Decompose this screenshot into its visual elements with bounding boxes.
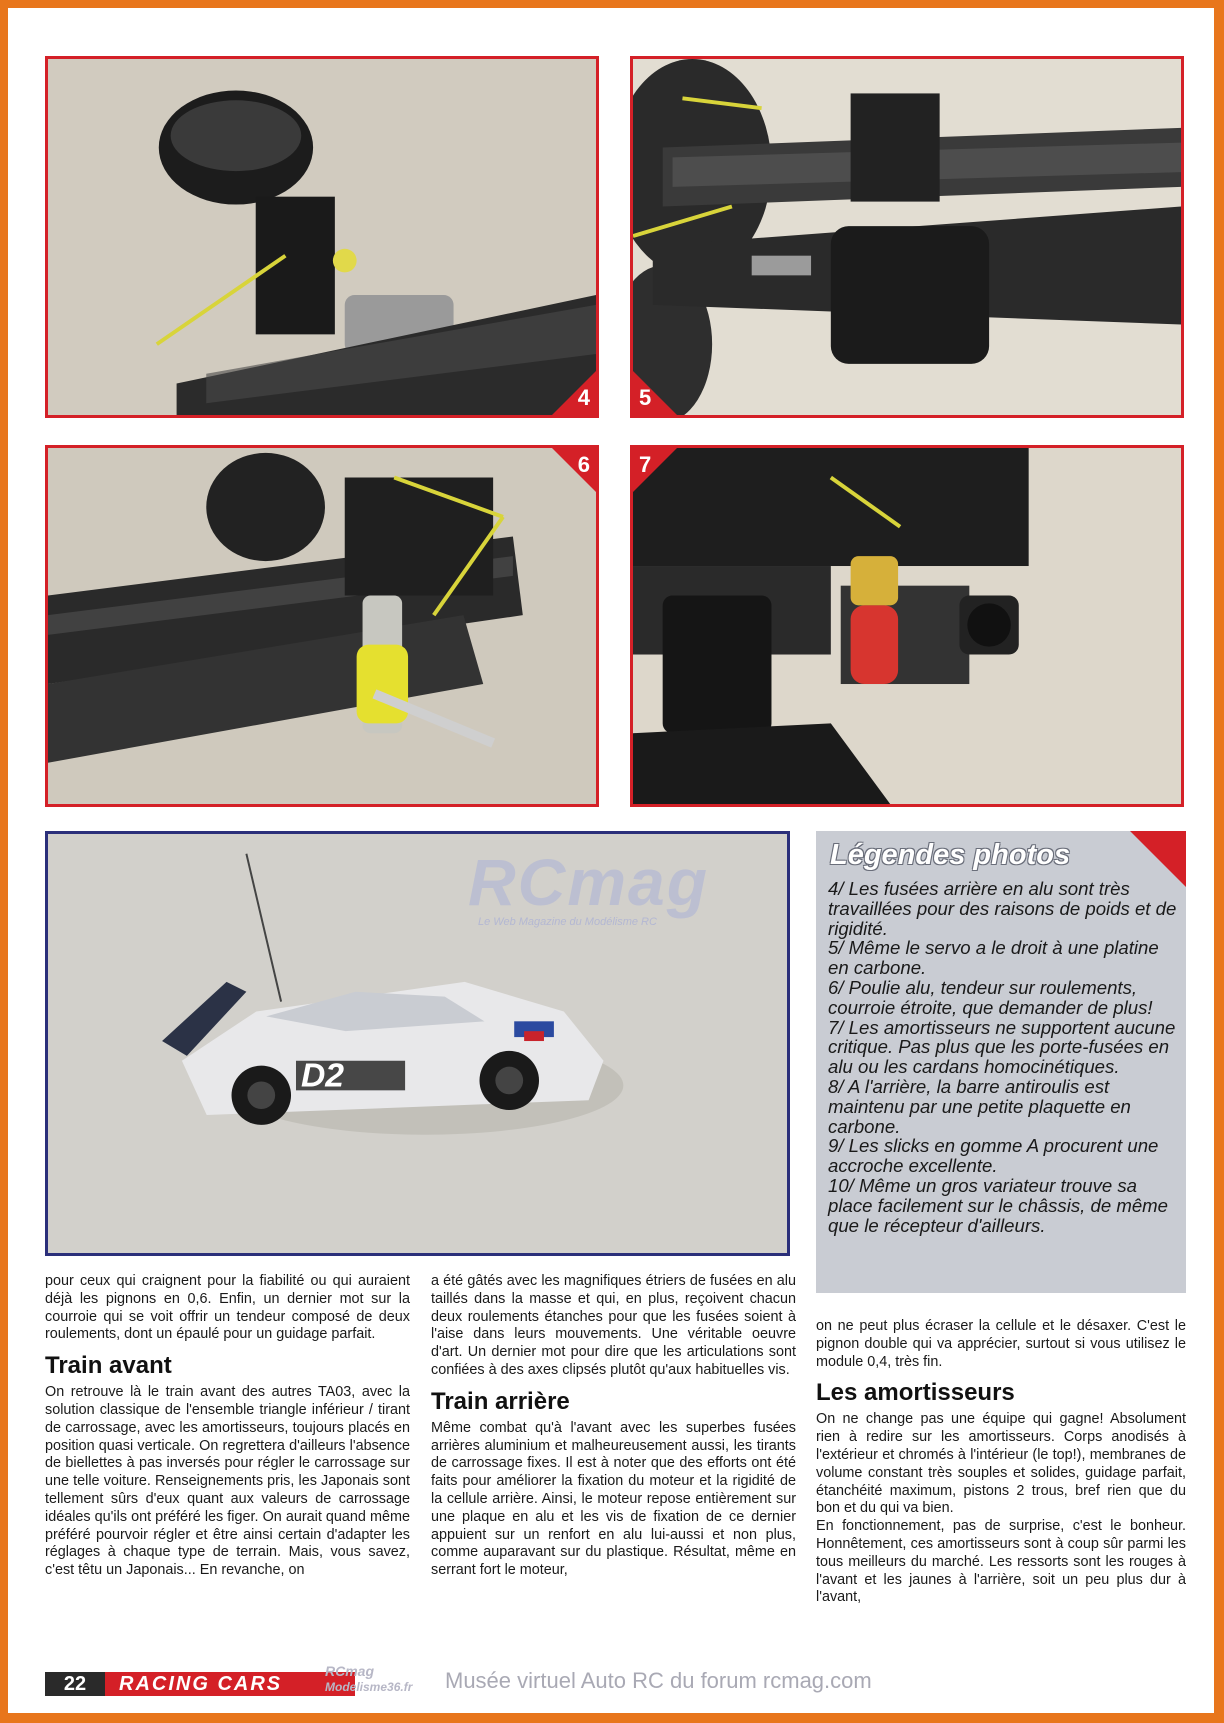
photo-5-image bbox=[633, 59, 1181, 415]
photo-7-number: 7 bbox=[639, 452, 652, 477]
photo-6-image bbox=[48, 448, 596, 804]
photo-6 bbox=[45, 445, 599, 807]
column-2-intro: a été gâtés avec les magnifiques étriers de fusées en alu taillés dans la masse et qui, en plus, reçoivent chacun deux roulements étanches pour que les fusées soient à l'aise dans leurs mouvements. Une véritable oeuvre d'art. Un dernier mot pour dire que les articulations sont confiées à des axes clipsés plutôt qu'aux habituelles vis. bbox=[431, 1273, 796, 1378]
rcmag-logo-text: RCmag bbox=[325, 1663, 375, 1679]
museum-credit: Musée virtuel Auto RC du forum rcmag.com bbox=[445, 1668, 872, 1693]
article-column-1 bbox=[45, 1273, 410, 1580]
column-1-intro: pour ceux qui craignent pour la fiabilité ou qui auraient déjà les pignons en 0,6. Enfin, un dernier mot sur la courroie qui se voit offrir un tendeur composé de deux roulements, dont un épaulé pour un guidage parfait. bbox=[45, 1273, 410, 1343]
photo-5 bbox=[630, 56, 1184, 418]
legend-item: 6/ Poulie alu, tendeur sur roulements, courroie étroite, que demander de plus! bbox=[828, 976, 1153, 1018]
page-number: 22 bbox=[45, 1672, 105, 1696]
heading-train-avant: Train avant bbox=[45, 1352, 172, 1380]
photo-legends-box bbox=[816, 831, 1186, 1293]
legend-item: 9/ Les slicks en gomme A procurent une accroche excellente. bbox=[828, 1135, 1159, 1177]
legend-item: 8/ A l'arrière, la barre antiroulis est maintenu par une petite plaquette en carbone. bbox=[828, 1075, 1131, 1137]
column-2-body: Même combat qu'à l'avant avec les superbes fusées arrières aluminium et malheureusement aussi, les tirants de carrossage fixes. Il est à noter que des efforts ont été faits pour améliorer la fixation du moteur et la rigidité de la cellule arrière. Ainsi, le moteur repose entièrement sur une plaque en alu et les vis de fixation de ce dernier appuient sur un renfort en alu lui-aussi et non plus, comme auparavant sur du plastique. Résultat, même en serrant fort le moteur, bbox=[431, 1419, 796, 1579]
rcmag-watermark-subtitle: Le Web Magazine du Modélisme RC bbox=[478, 916, 657, 928]
legend-item: 10/ Même un gros variateur trouve sa place facilement sur le châssis, de même que le récepteur d'ailleurs. bbox=[828, 1174, 1168, 1236]
article-column-3 bbox=[816, 1318, 1186, 1607]
heading-train-arriere: Train arrière bbox=[431, 1387, 570, 1415]
column-3-body-1: On ne change pas une équipe qui gagne! Absolument rien à redire sur les amortisseurs. Corps anodisés à l'extérieur et chromés à l'intérieur (le top!), membranes de volume constant très souples et solides, guidage parfait, étanchéité maximum, pistons 2 trous, bref rien que du bon et du qui va bien. bbox=[816, 1411, 1186, 1517]
modelisme-logo-text: Modelisme36.fr bbox=[325, 1680, 413, 1694]
photo-5-number: 5 bbox=[639, 385, 652, 410]
magazine-page bbox=[8, 8, 1214, 1713]
rcmag-watermark: RCmag bbox=[468, 845, 710, 919]
photo-7 bbox=[630, 445, 1184, 807]
photo-6-number: 6 bbox=[577, 452, 590, 477]
article-column-2 bbox=[431, 1273, 796, 1580]
photo-4 bbox=[45, 56, 599, 418]
main-car-photo bbox=[45, 831, 790, 1256]
column-3-intro: on ne peut plus écraser la cellule et le désaxer. C'est le pignon double qui va apprécier, surtout si vous utilisez le module 0,4, très fin. bbox=[816, 1318, 1186, 1370]
heading-amortisseurs: Les amortisseurs bbox=[816, 1379, 1015, 1407]
legend-item: 4/ Les fusées arrière en alu sont très travaillées pour des raisons de poids et de rigidité. bbox=[828, 878, 1177, 939]
legend-item: 5/ Même le servo a le droit à une platine en carbone. bbox=[828, 937, 1159, 979]
car-livery-text: D2 bbox=[300, 1057, 345, 1095]
legend-list bbox=[828, 879, 1180, 1235]
column-1-body: On retrouve là le train avant des autres TA03, avec la solution classique de l'ensemble triangle inférieur / tirant de carrossage, avec les amortisseurs, toujours placés en position quasi verticale. On regrettera d'ailleurs l'absence de biellettes à pas inversés pour régler le carrossage sur une telle voiture. Renseignements pris, les Japonais sont tellement sûrs d'eux quant aux valeurs de carrossage idéales qu'ils ont préféré les figer. On aurait quand même préféré pourvoir régler et être ainsi certain d'adapter les réglages à chaque type de terrain. Mais, vous savez, c'est têtu un Japonais... En revanche, on bbox=[45, 1384, 410, 1579]
photo-4-image bbox=[48, 59, 596, 415]
column-3-body-2: En fonctionnement, pas de surprise, c'est le bonheur. Honnêtement, ces amortisseurs sont à coup sûr parmi les tous meilleurs du marché. Les ressorts sont les rouges à l'avant et les jaunes à l'arrière, soit un peu plus dur à l'avant, bbox=[816, 1518, 1186, 1606]
legend-item: 7/ Les amortisseurs ne supportent aucune critique. Pas plus que les porte-fusées en alu ou les cardans homocinétiques. bbox=[828, 1016, 1176, 1078]
magazine-brand: RACING CARS bbox=[105, 1672, 355, 1696]
legend-title: Légendes photos bbox=[830, 839, 1071, 871]
photo-7-image bbox=[633, 448, 1181, 804]
photo-4-number: 4 bbox=[577, 385, 590, 410]
